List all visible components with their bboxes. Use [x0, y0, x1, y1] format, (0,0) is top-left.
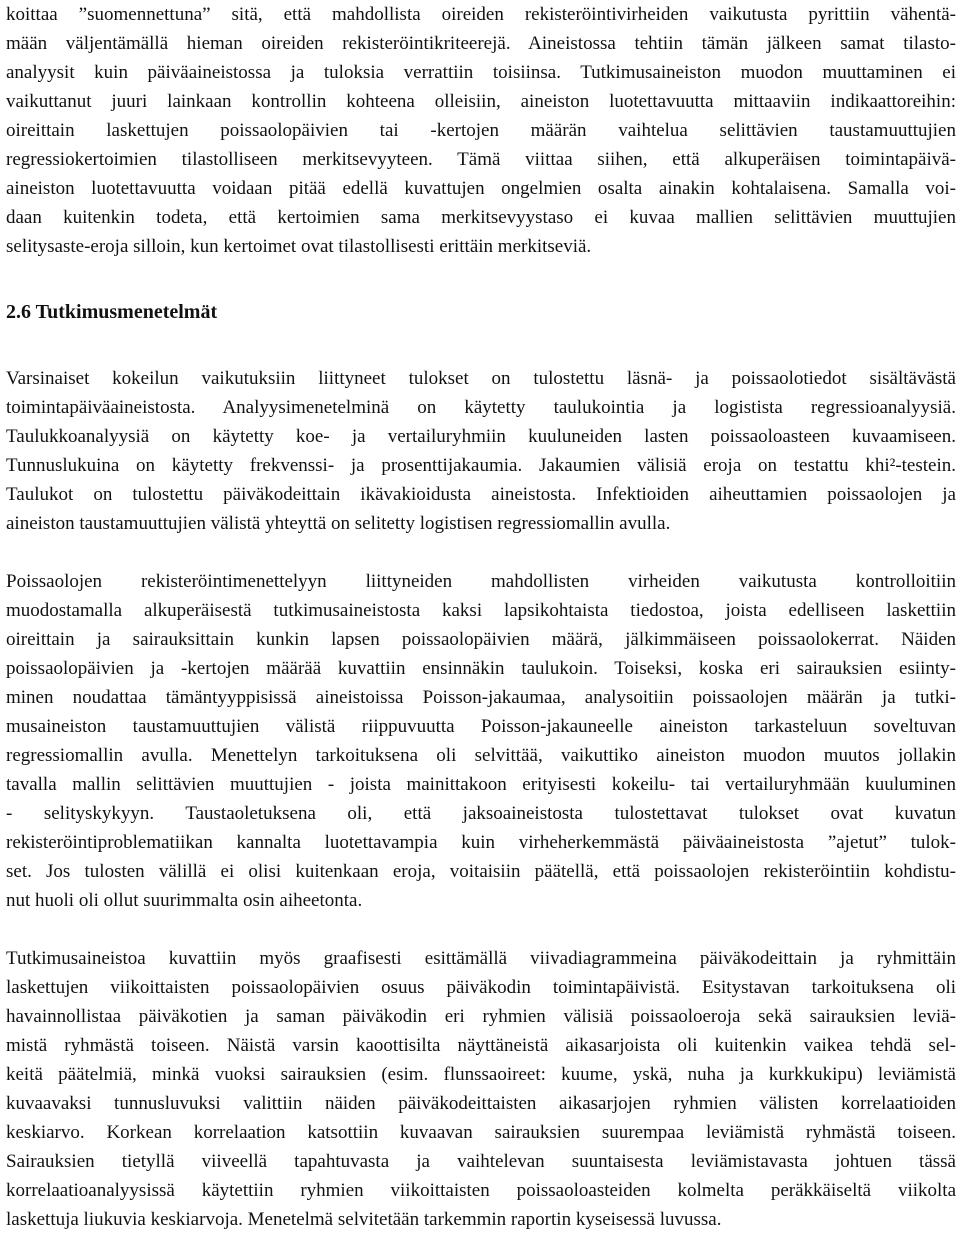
text-line: Taulukot on tulostettu päiväkodeittain ikävakioidusta aineistosta. Infektioiden aiheuttamien poissaolojen ja	[6, 484, 956, 505]
text-line: toimintapäiväaineistosta. Analyysimenetelminä on käytetty taulukointia ja logistista regressioanalyysiä.	[6, 397, 956, 418]
text-line: - selityskykyyn. Taustaoletuksena oli, että jaksoaineistosta tulostettavat tulokset ovat kuvatun	[6, 803, 956, 824]
document-page	[6, 0, 956, 1234]
text-line: vaikuttanut juuri lainkaan kontrollin kohteena olleisiin, aineiston luotettavuutta mittaaviin indikaattoreihin:	[6, 91, 956, 112]
text-line: rekisteröintiproblematiikan kannalta luotettavampia kuin virheherkemmästä päiväaineistosta ”ajetut” tulok-	[6, 832, 956, 853]
paragraph-methods	[6, 364, 956, 538]
text-line: mään väljentämällä hieman oireiden rekisteröintikriteerejä. Aineistossa tehtiin tämän jälkeen samat tilasto-	[6, 33, 956, 54]
text-line: oireittain ja sairauksittain kunkin lapsen poissaolopäivien määrä, jälkimmäiseen poissaolokerrat. Näiden	[6, 629, 956, 650]
text-line: Tutkimusaineistoa kuvattiin myös graafisesti esittämällä viivadiagrammeina päiväkodeittain ja ryhmittäin	[6, 948, 956, 969]
text-line: mistä ryhmästä toiseen. Näistä varsin kaoottisilta näyttäneistä aikasarjoista oli kuitenkin vaikea tehdä sel-	[6, 1035, 956, 1056]
paragraph-data-reliability	[6, 0, 956, 261]
text-line: Sairauksien tietyllä viiveellä tapahtuvasta ja vaihtelevan suuntaisesta leviämistavasta johtuen tässä	[6, 1151, 956, 1172]
text-line: Tunnuslukuina on käytetty frekvenssi- ja prosenttijakaumia. Jakaumien välisiä eroja on testattu khi²-testein.	[6, 455, 956, 476]
text-line: korrelaatioanalyysissä käytettiin ryhmien viikoittaisten poissaoloasteiden kolmelta peräkkäiseltä viikolta	[6, 1180, 956, 1201]
text-line: tavalla mallin selittävien muuttujien - joista mainittakoon erityisesti kokeilu- tai vertailuryhmään kuuluminen	[6, 774, 956, 795]
text-line: Taulukkoanalyysiä on käytetty koe- ja vertailuryhmiin kuuluneiden lasten poissaoloasteen kuvaamiseen.	[6, 426, 956, 447]
text-line: havainnollistaa päiväkotien ja saman päiväkodin eri ryhmien välisiä poissaoloeroja sekä sairauksien leviä-	[6, 1006, 956, 1027]
text-line: oireittain laskettujen poissaolopäivien tai -kertojen määrän vaihtelua selittävien taustamuuttujien	[6, 120, 956, 141]
text-line: selitysaste-eroja silloin, kun kertoimet ovat tilastollisesti erittäin merkitseviä.	[6, 236, 592, 257]
text-line: laskettuja liukuvia keskiarvoja. Menetelmä selvitetään tarkemmin raportin kyseisessä luvussa.	[6, 1209, 722, 1230]
section-heading: 2.6 Tutkimusmenetelmät	[6, 301, 218, 323]
text-line: minen noudattaa tämäntyyppisissä aineistoissa Poisson-jakaumaa, analysoitiin poissaolojen määrän ja tutki-	[6, 687, 956, 708]
paragraph-registration-control	[6, 567, 956, 915]
text-line: regressiomallin avulla. Menettelyn tarkoituksena oli selvittää, vaikuttiko aineiston muodon muutos jollakin	[6, 745, 956, 766]
text-line: muodostamalla alkuperäisestä tutkimusaineistosta kaksi lapsikohtaista tiedostoa, joista edelliseen laskettiin	[6, 600, 956, 621]
text-line: koittaa ”suomennettuna” sitä, että mahdollista oireiden rekisteröintivirheiden vaikutusta pyrittiin vähentä-	[6, 4, 956, 25]
text-line: aineiston luotettavuutta voidaan pitää edellä kuvattujen ongelmien osalta ainakin kohtalaisena. Samalla voi-	[6, 178, 956, 199]
text-line: nut huoli oli ollut suurimmalta osin aiheetonta.	[6, 890, 363, 911]
text-line: keskiarvo. Korkean korrelaation katsottiin kuvaavan sairauksien suurempaa leviämistä ryhmästä toiseen.	[6, 1122, 956, 1143]
text-line: daan kuitenkin todeta, että kertoimien sama merkitsevyystaso ei kuvaa mallien selittävien muuttujien	[6, 207, 956, 228]
text-line: poissaolopäivien ja -kertojen määrää kuvattiin ensinnäkin taulukoin. Toiseksi, koska eri sairauksien esiinty-	[6, 658, 956, 679]
text-line: analyysit kuin päiväaineistossa ja tuloksia verrattiin toisiinsa. Tutkimusaineiston muodon muuttaminen ei	[6, 62, 956, 83]
text-line: regressiokertoimien tilastolliseen merkitsevyyteen. Tämä viittaa siihen, että alkuperäisen toimintapäivä-	[6, 149, 956, 170]
text-line: laskettujen viikoittaisten poissaolopäivien osuus päiväkodin toimintapäivistä. Esitystavan tarkoituksena oli	[6, 977, 956, 998]
text-line: keitä päätelmiä, minkä vuoksi sairauksien (esim. flunssaoireet: kuume, yskä, nuha ja kurkkukipu) leviämistä	[6, 1064, 956, 1085]
text-line: kuvaavaksi tunnusluvuksi valittiin näiden päiväkodeittaisten aikasarjojen ryhmien välisten korrelaatioiden	[6, 1093, 956, 1114]
text-line: aineiston taustamuuttujien välistä yhteyttä on selitetty logistisen regressiomallin avulla.	[6, 513, 671, 534]
text-line: set. Jos tulosten välillä ei olisi kuitenkaan eroja, voitaisiin päätellä, että poissaolojen rekisteröintiin kohdistu-	[6, 861, 956, 882]
paragraph-graphical-description	[6, 944, 956, 1234]
text-line: Varsinaiset kokeilun vaikutuksiin liittyneet tulokset on tulostettu läsnä- ja poissaolotiedot sisältävästä	[6, 368, 956, 389]
text-line: Poissaolojen rekisteröintimenettelyyn liittyneiden mahdollisten virheiden vaikutusta kontrolloitiin	[6, 571, 956, 592]
text-line: musaineiston taustamuuttujien välistä riippuvuutta Poisson-jakauneelle aineiston tarkasteluun soveltuvan	[6, 716, 956, 737]
